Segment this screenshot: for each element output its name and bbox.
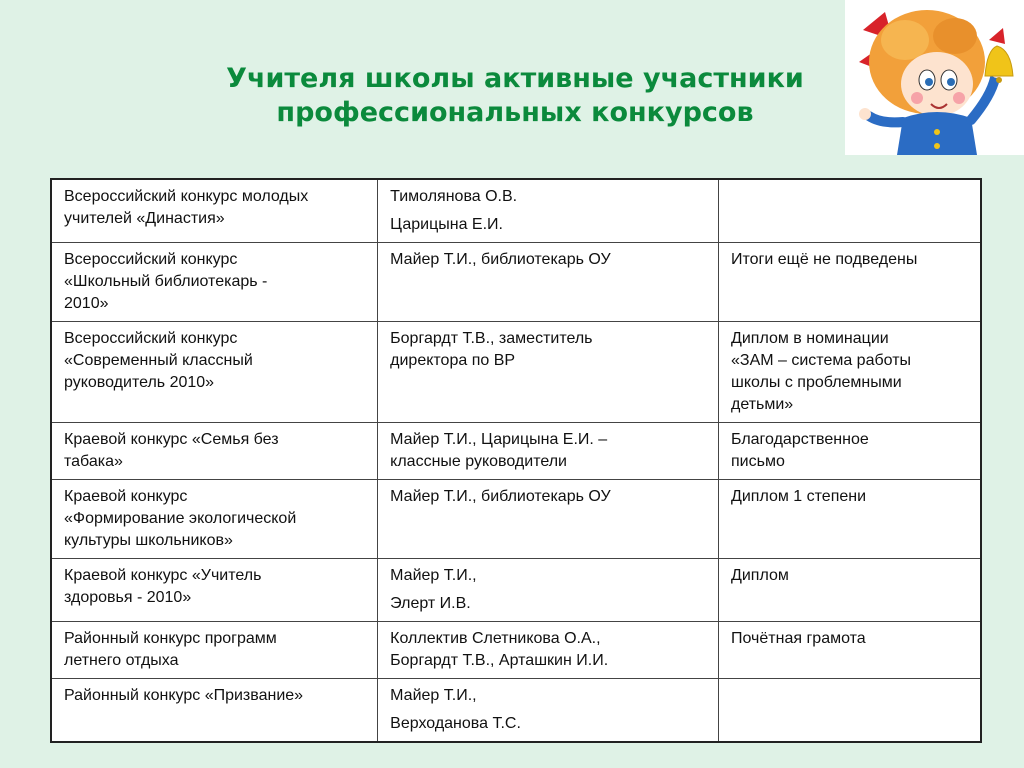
cell-text-line: Краевой конкурс «Семья без xyxy=(64,431,279,448)
cell-text-line: 2010» xyxy=(64,295,109,312)
table-row xyxy=(51,179,981,243)
cell-text-line: Майер Т.И., Царицына Е.И. – xyxy=(390,431,608,448)
table-row xyxy=(51,322,981,423)
participants-cell xyxy=(378,179,719,243)
contest-name-cell xyxy=(51,622,378,679)
participants-cell xyxy=(378,679,719,743)
cell-text-line: Царицына Е.И. xyxy=(390,216,503,233)
cell-text-line: Диплом xyxy=(731,567,789,584)
cell-text-line: детьми» xyxy=(731,396,794,413)
cell-text-line: Почётная грамота xyxy=(731,630,866,647)
cell-text-line: культуры школьников» xyxy=(64,532,233,549)
cell-text-line: Верходанова Т.С. xyxy=(390,715,521,732)
cell-text-line: руководитель 2010» xyxy=(64,374,215,391)
cell-text-line: «Школьный библиотекарь - xyxy=(64,273,268,290)
cartoon-girl-with-bell-image xyxy=(845,0,1024,155)
cell-text-line: Всероссийский конкурс молодых xyxy=(64,188,309,205)
cell-text-line: школы с проблемными xyxy=(731,374,902,391)
cell-text-line: Боргардт Т.В., Арташкин И.И. xyxy=(390,652,609,669)
cell-text-line: учителей «Династия» xyxy=(64,210,225,227)
cell-text-line: Всероссийский конкурс xyxy=(64,251,238,268)
table-row xyxy=(51,423,981,480)
page-title xyxy=(180,62,850,130)
table-row xyxy=(51,243,981,322)
contest-name-cell xyxy=(51,679,378,743)
table-row xyxy=(51,622,981,679)
contest-name-cell xyxy=(51,179,378,243)
participants-cell xyxy=(378,243,719,322)
cell-text-line: «Современный классный xyxy=(64,352,253,369)
cell-text-line: Тимолянова О.В. xyxy=(390,188,518,205)
table-row xyxy=(51,559,981,622)
cell-text-line: директора по ВР xyxy=(390,352,516,369)
cell-text-line: Краевой конкурс «Учитель xyxy=(64,567,262,584)
cell-text-line: Коллектив Слетникова О.А., xyxy=(390,630,601,647)
participants-cell xyxy=(378,559,719,622)
cell-text-line: Всероссийский конкурс xyxy=(64,330,238,347)
cell-text-line: Майер Т.И., библиотекарь ОУ xyxy=(390,488,611,505)
cell-text-line: Диплом 1 степени xyxy=(731,488,867,505)
participants-cell xyxy=(378,622,719,679)
result-cell xyxy=(719,179,982,243)
cell-text-line: здоровья - 2010» xyxy=(64,589,192,606)
contest-name-cell xyxy=(51,243,378,322)
result-cell xyxy=(719,679,982,743)
cell-text-line: Боргардт Т.В., заместитель xyxy=(390,330,593,347)
title-line-2: профессиональных конкурсов xyxy=(276,97,754,128)
cell-text-line: Итоги ещё не подведены xyxy=(731,251,918,268)
contest-name-cell xyxy=(51,559,378,622)
cell-text-line: Майер Т.И., библиотекарь ОУ xyxy=(390,251,611,268)
contest-name-cell xyxy=(51,480,378,559)
title-line-1: Учителя школы активные участники xyxy=(226,63,804,94)
cell-text-line: классные руководители xyxy=(390,453,567,470)
result-cell xyxy=(719,622,982,679)
participants-cell xyxy=(378,322,719,423)
table-row xyxy=(51,679,981,743)
cell-text-line: Элерт И.В. xyxy=(390,595,471,612)
cell-text-line: летнего отдыха xyxy=(64,652,179,669)
cell-text-line: Диплом в номинации xyxy=(731,330,889,347)
cell-text-line: Майер Т.И., xyxy=(390,567,477,584)
contest-name-cell xyxy=(51,322,378,423)
contests-table xyxy=(50,178,982,743)
cell-text-line: Благодарственное xyxy=(731,431,869,448)
cell-text-line: «ЗАМ – система работы xyxy=(731,352,912,369)
result-cell xyxy=(719,322,982,423)
participants-cell xyxy=(378,480,719,559)
result-cell xyxy=(719,480,982,559)
result-cell xyxy=(719,559,982,622)
cell-text-line: Районный конкурс программ xyxy=(64,630,277,647)
cell-text-line: Майер Т.И., xyxy=(390,687,477,704)
participants-cell xyxy=(378,423,719,480)
cell-text-line: «Формирование экологической xyxy=(64,510,297,527)
result-cell xyxy=(719,243,982,322)
cell-text-line: табака» xyxy=(64,453,123,470)
contests-table-body xyxy=(51,179,981,742)
cell-text-line: Краевой конкурс xyxy=(64,488,188,505)
result-cell xyxy=(719,423,982,480)
table-row xyxy=(51,480,981,559)
cell-text-line: Районный конкурс «Призвание» xyxy=(64,687,304,704)
contest-name-cell xyxy=(51,423,378,480)
cell-text-line: письмо xyxy=(731,453,785,470)
